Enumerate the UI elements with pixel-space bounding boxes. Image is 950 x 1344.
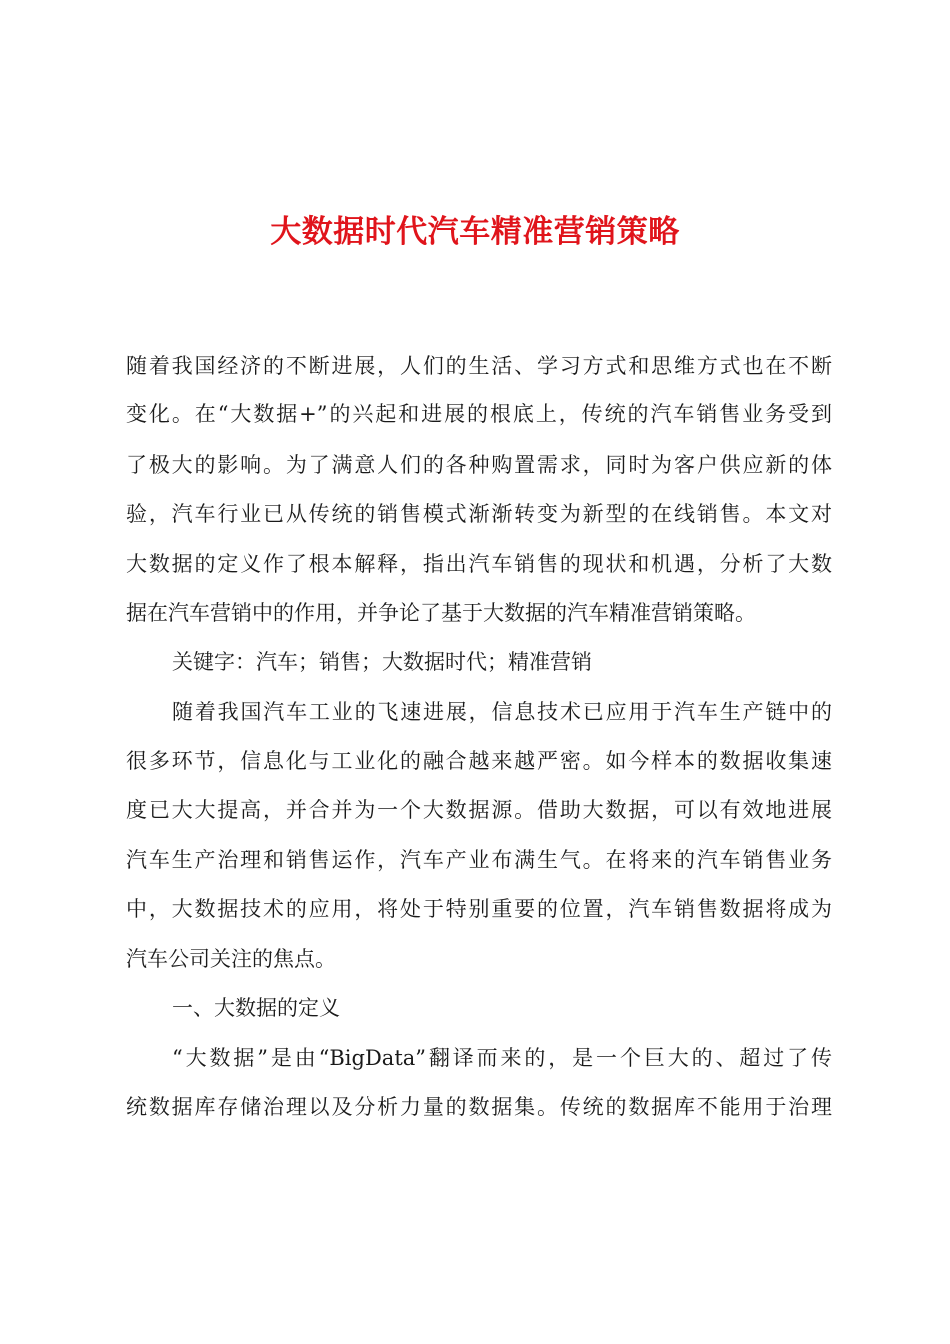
intro-line-2: 很多环节，信息化与工业化的融合越来越严密。如今样本的数据收集速 <box>126 749 832 773</box>
abstract-line-5: 大数据的定义作了根本解释，指出汽车销售的现状和机遇，分析了大数 <box>126 552 832 576</box>
document-title: 大数据时代汽车精准营销策略 <box>270 214 680 250</box>
abstract-line-3: 了极大的影响。为了满意人们的各种购置需求，同时为客户供应新的体 <box>126 453 832 477</box>
intro-line-6: 汽车公司关注的焦点。 <box>126 947 336 971</box>
intro-line-5: 中，大数据技术的应用，将处于特别重要的位置，汽车销售数据将成为 <box>126 897 832 921</box>
section1-line-1: “大数据”是由“BigData”翻译而来的，是一个巨大的、超过了传 <box>172 1046 832 1070</box>
abstract-line-1: 随着我国经济的不断进展，人们的生活、学习方式和思维方式也在不断 <box>126 354 832 378</box>
abstract-line-2: 变化。在“大数据+”的兴起和进展的根底上，传统的汽车销售业务受到 <box>126 402 832 426</box>
intro-line-1: 随着我国汽车工业的飞速进展，信息技术已应用于汽车生产链中的 <box>172 700 832 724</box>
section-heading-1: 一、大数据的定义 <box>172 996 340 1020</box>
abstract-line-4: 验，汽车行业已从传统的销售模式渐渐转变为新型的在线销售。本文对 <box>126 502 832 526</box>
section1-line-2: 统数据库存储治理以及分析力量的数据集。传统的数据库不能用于治理 <box>126 1095 832 1119</box>
intro-line-4: 汽车生产治理和销售运作，汽车产业布满生气。在将来的汽车销售业务 <box>126 848 832 872</box>
keywords-line: 关键字：汽车；销售；大数据时代；精准营销 <box>172 650 592 674</box>
intro-line-3: 度已大大提高，并合并为一个大数据源。借助大数据，可以有效地进展 <box>126 798 832 822</box>
abstract-line-6: 据在汽车营销中的作用，并争论了基于大数据的汽车精准营销策略。 <box>126 601 756 625</box>
